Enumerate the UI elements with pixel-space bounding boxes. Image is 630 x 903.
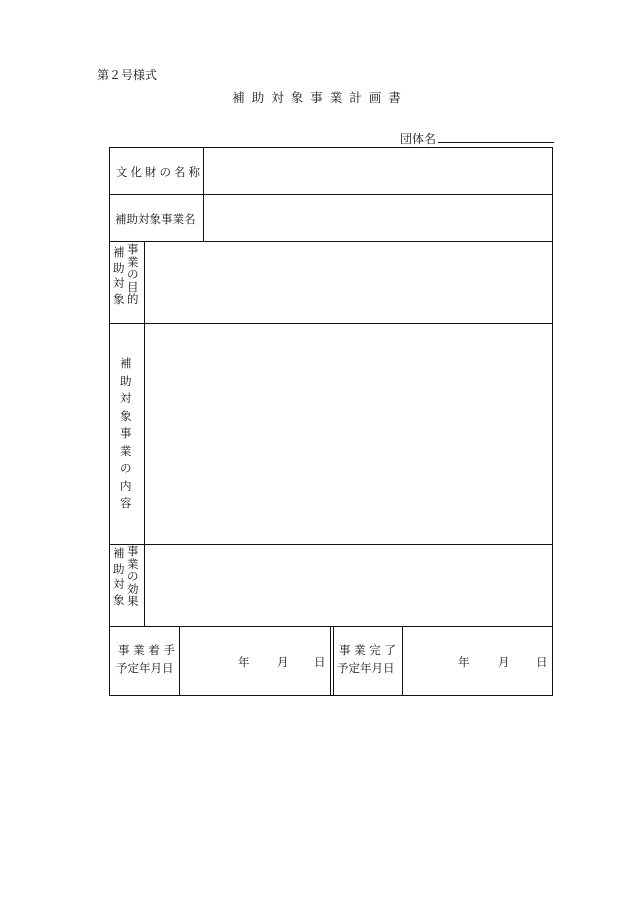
end-date-field[interactable] <box>403 627 552 696</box>
cultural-property-name-label: 文化財の名称 <box>116 165 203 179</box>
plan-table <box>109 147 553 696</box>
end-month: 月 <box>498 655 510 669</box>
effect-field[interactable] <box>145 545 552 626</box>
project-name-label: 補助対象事業名 <box>115 212 196 226</box>
purpose-label-left: 補 助 対 象 <box>113 245 125 306</box>
purpose-field[interactable] <box>145 242 552 323</box>
end-day: 日 <box>536 655 548 669</box>
end-year: 年 <box>458 655 470 669</box>
start-label-line2: 予定年月日 <box>116 661 174 675</box>
org-name-field[interactable] <box>438 142 554 143</box>
effect-label-left: 補 助 対 象 <box>113 546 125 607</box>
content-field[interactable] <box>145 324 552 544</box>
start-date-field[interactable] <box>180 627 329 696</box>
content-label: 補 助 対 象 事 業 の 内 容 <box>120 356 132 510</box>
page-title: 補助対象事業計画書 <box>232 90 408 105</box>
start-month: 月 <box>277 655 289 669</box>
project-name-field[interactable] <box>204 195 552 241</box>
cultural-property-name-field[interactable] <box>204 148 552 194</box>
start-day: 日 <box>314 655 326 669</box>
start-year: 年 <box>238 655 250 669</box>
start-label-line1: 事 業 着 手 <box>118 643 175 657</box>
org-name-label: 団体名 <box>400 132 437 146</box>
purpose-label-right: 事 業 の 目 的 <box>127 242 139 306</box>
form-number: 第２号様式 <box>97 68 158 82</box>
double-divider <box>330 626 334 696</box>
end-label-line1: 事 業 完 了 <box>339 643 396 657</box>
effect-label-right: 事 業 の 効 果 <box>127 544 139 608</box>
end-label-line2: 予定年月日 <box>337 661 395 675</box>
